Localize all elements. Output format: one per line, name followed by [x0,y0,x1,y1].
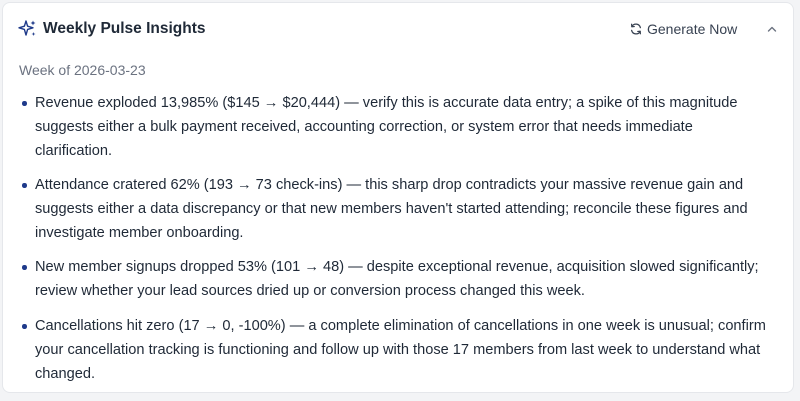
refresh-icon [629,22,643,36]
bullet-icon [22,265,27,270]
insight-item-attendance [19,173,771,245]
insights-list [19,91,771,396]
collapse-button[interactable] [763,19,781,39]
week-label: Week of 2026-03-23 [19,62,146,78]
generate-now-label: Generate Now [647,21,738,37]
bullet-icon [22,183,27,188]
sparkle-icon [18,19,38,39]
insight-text: Revenue exploded 13,985% ($145 → $20,444) — verify this is accurate data entry; a spike of this magnitude suggests either a bulk payment received, accounting correction, or system error that needs immediate clarification. [35,95,738,159]
insight-text: Cancellations hit zero (17 → 0, -100%) — a complete elimination of cancellations in one week is unusual; confirm your cancellation tracking is functioning and follow up with those 17 members from last week to understand what changed. [35,318,766,382]
insight-item-cancellations [19,314,771,386]
insight-text: Attendance cratered 62% (193 → 73 check-ins) — this sharp drop contradicts your massive revenue gain and suggests either a data discrepancy or that new members haven't started attending; reconcile these figures and investigate member onboarding. [35,177,748,241]
insight-item-revenue [19,91,771,163]
generate-now-button[interactable] [629,17,737,41]
bullet-icon [22,324,27,329]
chevron-up-icon [766,23,778,35]
insight-item-signups [19,255,771,303]
insight-text: New member signups dropped 53% (101 → 48) — despite exceptional revenue, acquisition slowed significantly; review whether your lead sources dried up or conversion process changed this week. [35,259,759,299]
card-title: Weekly Pulse Insights [43,20,206,37]
card-header [3,3,793,53]
bullet-icon [22,101,27,106]
weekly-pulse-card [2,2,794,393]
